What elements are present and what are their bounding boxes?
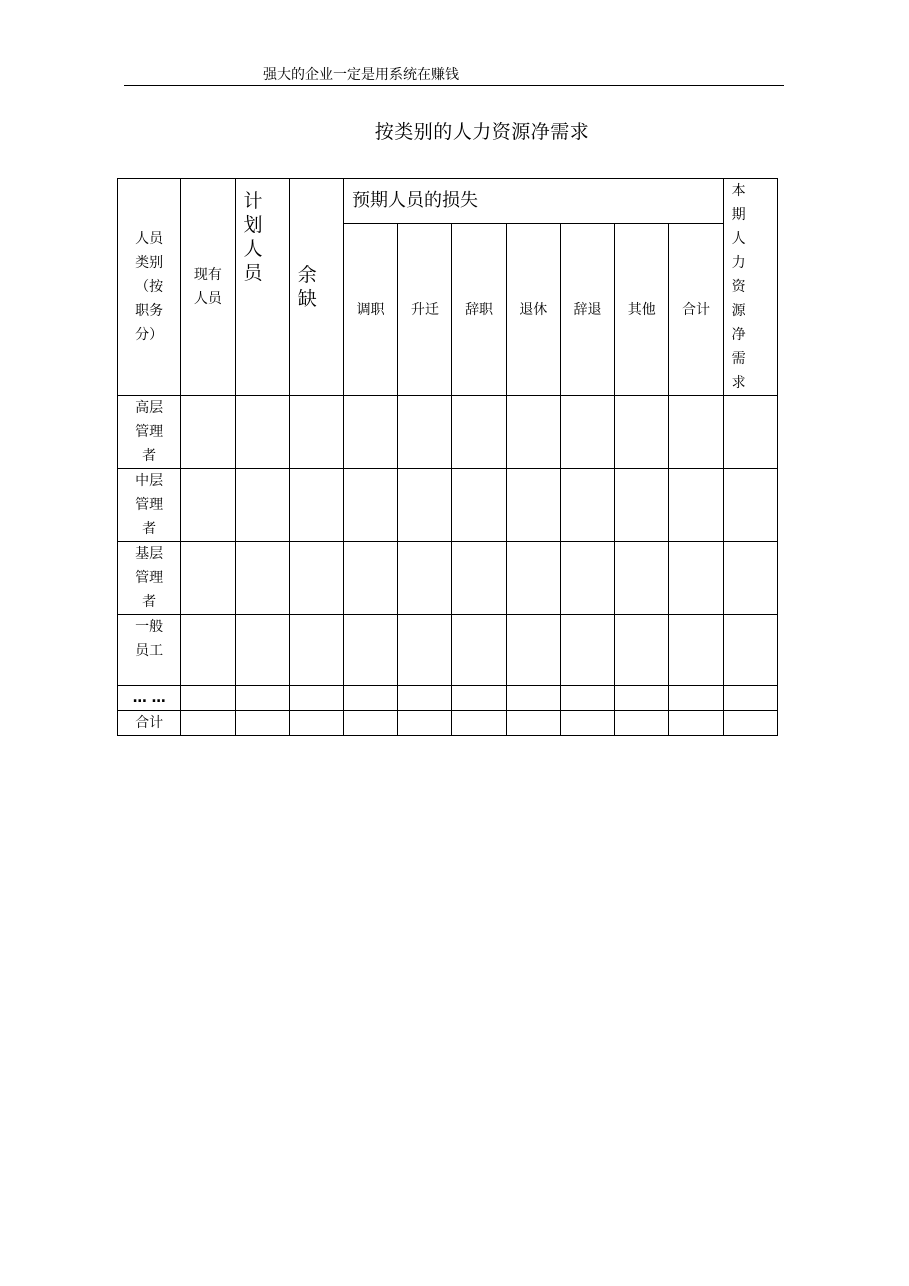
table-cell [343, 542, 397, 615]
table-cell [398, 615, 452, 686]
table-cell [181, 615, 235, 686]
table-cell [235, 686, 289, 711]
table-cell [560, 711, 614, 736]
document-title: 按类别的人力资源净需求 [374, 121, 590, 143]
table-row [118, 542, 778, 615]
row-label: 中层管理者 [118, 469, 181, 542]
table-row [118, 396, 778, 469]
table-cell [289, 615, 343, 686]
table-cell [452, 686, 506, 711]
row-label: 合计 [118, 711, 181, 736]
table-cell [723, 542, 777, 615]
table-cell [669, 615, 723, 686]
table-row [118, 615, 778, 686]
header-loss-transfer: 调职 [343, 224, 397, 396]
table-cell [398, 396, 452, 469]
table-cell [181, 396, 235, 469]
table-cell [615, 711, 669, 736]
table-row [118, 469, 778, 542]
table-cell [181, 469, 235, 542]
table-cell [343, 615, 397, 686]
row-label: 一般员工 [118, 615, 181, 686]
table-cell [343, 711, 397, 736]
header-loss-promotion: 升迁 [398, 224, 452, 396]
row-label: 高层管理者 [118, 396, 181, 469]
header-surplus: 余缺 [289, 179, 343, 396]
table-cell [506, 542, 560, 615]
table-cell [289, 686, 343, 711]
table-cell [560, 542, 614, 615]
table-cell [235, 396, 289, 469]
table-row [118, 711, 778, 736]
table-cell [235, 615, 289, 686]
header-category: 人员类别（按职务分） [118, 179, 181, 396]
table-cell [235, 542, 289, 615]
table-cell [615, 686, 669, 711]
table-cell [560, 615, 614, 686]
header-loss-total: 合计 [669, 224, 723, 396]
header-loss-resignation: 辞职 [452, 224, 506, 396]
row-label: … … [118, 686, 181, 711]
table-cell [398, 686, 452, 711]
table-cell [452, 396, 506, 469]
header-planned-staff: 计划人员 [235, 179, 289, 396]
table-cell [289, 542, 343, 615]
table-cell [181, 542, 235, 615]
table-cell [615, 542, 669, 615]
table-cell [235, 711, 289, 736]
row-label: 基层管理者 [118, 542, 181, 615]
table-cell [560, 396, 614, 469]
table-cell [398, 711, 452, 736]
table-cell [669, 396, 723, 469]
table-cell [235, 469, 289, 542]
table-cell [506, 686, 560, 711]
table-cell [452, 469, 506, 542]
table-cell [289, 396, 343, 469]
header-expected-loss: 预期人员的损失 [343, 179, 723, 224]
table-cell [343, 686, 397, 711]
table-cell [289, 469, 343, 542]
table-cell [181, 686, 235, 711]
header-divider [124, 85, 784, 86]
table-cell [560, 686, 614, 711]
table-cell [723, 469, 777, 542]
table-cell [181, 711, 235, 736]
table-cell [723, 686, 777, 711]
table-cell [506, 615, 560, 686]
table-cell [723, 396, 777, 469]
table-cell [452, 615, 506, 686]
hr-demand-table [117, 178, 778, 736]
header-net-demand: 本期人力资源净需求 [723, 179, 777, 396]
table-cell [289, 711, 343, 736]
table-cell [615, 469, 669, 542]
table-cell [452, 542, 506, 615]
header-current-staff: 现有人员 [181, 179, 235, 396]
table-cell [343, 469, 397, 542]
table-cell [615, 615, 669, 686]
table-cell [343, 396, 397, 469]
table-cell [723, 711, 777, 736]
header-loss-dismissal: 辞退 [560, 224, 614, 396]
table-cell [560, 469, 614, 542]
table-cell [506, 469, 560, 542]
table-cell [506, 711, 560, 736]
table-cell [669, 711, 723, 736]
table-cell [398, 542, 452, 615]
header-loss-other: 其他 [615, 224, 669, 396]
table-cell [669, 686, 723, 711]
header-loss-retirement: 退休 [506, 224, 560, 396]
table-cell [669, 469, 723, 542]
table-cell [452, 711, 506, 736]
table-cell [398, 469, 452, 542]
table-cell [506, 396, 560, 469]
table-cell [669, 542, 723, 615]
table-cell [615, 396, 669, 469]
page-header-slogan: 强大的企业一定是用系统在赚钱 [263, 67, 459, 83]
table-cell [723, 615, 777, 686]
table-row [118, 686, 778, 711]
